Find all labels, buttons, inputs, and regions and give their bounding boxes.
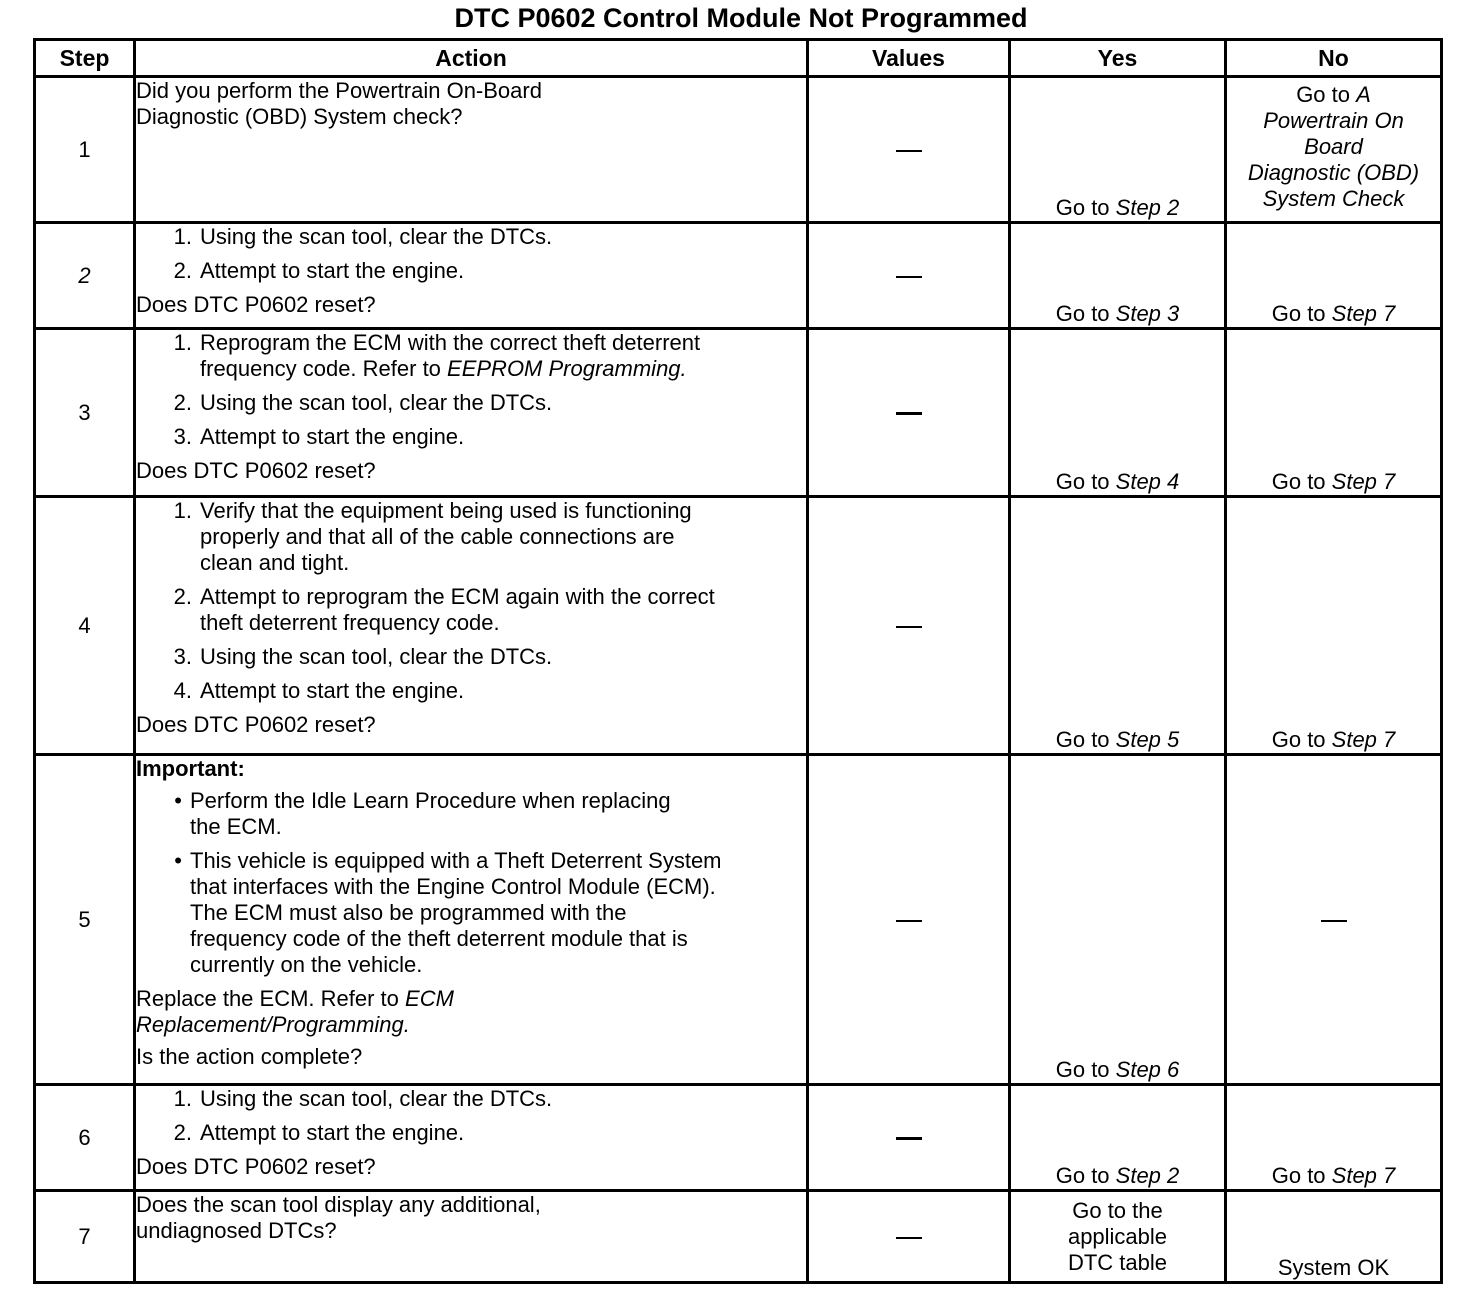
yes-cell bbox=[1010, 77, 1226, 223]
no-prefix: Go to bbox=[1271, 1163, 1332, 1188]
list-item: 3. Using the scan tool, clear the DTCs. bbox=[173, 644, 553, 669]
yes-cell bbox=[1010, 1191, 1226, 1283]
no-cell bbox=[1226, 329, 1442, 497]
no-prefix: Go to bbox=[1271, 727, 1332, 752]
no-cell bbox=[1226, 1191, 1442, 1283]
yes-cell bbox=[1010, 1085, 1226, 1191]
yes-link[interactable]: Step 4 bbox=[1115, 469, 1180, 494]
list-item: • Perform the Idle Learn Procedure when replacing the ECM. bbox=[174, 788, 671, 839]
yes-prefix: Go to bbox=[1055, 195, 1116, 220]
yes-cell bbox=[1010, 329, 1226, 497]
list-item: 2. Attempt to start the engine. bbox=[173, 258, 465, 283]
no-link[interactable]: Powertrain On bbox=[1263, 108, 1404, 133]
list-item: 1. Reprogram the ECM with the correct theft deterrent frequency code. Refer to EEPROM Programming. bbox=[173, 330, 701, 381]
column-header-step: Step bbox=[35, 40, 135, 77]
step-number: 3 bbox=[35, 329, 135, 497]
dash-mark bbox=[896, 276, 922, 278]
dash-mark bbox=[896, 1237, 922, 1239]
table-row-step-6 bbox=[35, 1085, 1442, 1191]
list-item: • This vehicle is equipped with a Theft Deterrent System that interfaces with the Engine Control Module (ECM). The ECM must also be programmed with the frequency code of the theft deterrent module that is currently on the vehicle. bbox=[174, 848, 722, 977]
values-cell bbox=[808, 755, 1010, 1085]
yes-prefix: Go to bbox=[1055, 1057, 1116, 1082]
no-link[interactable]: Step 7 bbox=[1331, 469, 1396, 494]
list-item: 1. Using the scan tool, clear the DTCs. bbox=[173, 1086, 553, 1111]
column-header-yes: Yes bbox=[1010, 40, 1226, 77]
action-text: Did you perform the Powertrain On-Board bbox=[136, 78, 542, 103]
action-steps-list bbox=[136, 330, 806, 450]
list-item: 2. Attempt to start the engine. bbox=[173, 1120, 465, 1145]
table-row-step-4 bbox=[35, 497, 1442, 755]
yes-prefix: Go to bbox=[1055, 1163, 1116, 1188]
yes-link[interactable]: Step 2 bbox=[1115, 1163, 1180, 1188]
yes-link[interactable]: Step 5 bbox=[1115, 727, 1180, 752]
table-row-step-2 bbox=[35, 223, 1442, 329]
no-result: System OK bbox=[1277, 1255, 1390, 1280]
action-cell bbox=[135, 1085, 808, 1191]
table-row-step-3 bbox=[35, 329, 1442, 497]
yes-cell bbox=[1010, 223, 1226, 329]
yes-link[interactable]: applicable bbox=[1067, 1224, 1168, 1249]
action-cell bbox=[135, 1191, 808, 1283]
yes-cell bbox=[1010, 497, 1226, 755]
page-title: DTC P0602 Control Module Not Programmed bbox=[454, 3, 1028, 33]
values-cell bbox=[808, 1191, 1010, 1283]
action-cell bbox=[135, 77, 808, 223]
step-number: 4 bbox=[35, 497, 135, 755]
column-header-action: Action bbox=[135, 40, 808, 77]
action-steps-list bbox=[136, 498, 806, 704]
dash-mark bbox=[1321, 920, 1347, 922]
no-link[interactable]: A bbox=[1356, 82, 1371, 107]
list-item: 2. Attempt to reprogram the ECM again with the correct theft deterrent frequency code. bbox=[173, 584, 715, 635]
yes-cell bbox=[1010, 755, 1226, 1085]
yes-link[interactable]: Step 2 bbox=[1115, 195, 1180, 220]
yes-prefix: Go to bbox=[1055, 469, 1116, 494]
no-cell bbox=[1226, 755, 1442, 1085]
list-item: 4. Attempt to start the engine. bbox=[173, 678, 465, 703]
yes-link[interactable]: Step 6 bbox=[1115, 1057, 1180, 1082]
yes-link[interactable]: Step 3 bbox=[1115, 301, 1180, 326]
yes-prefix: Go to bbox=[1055, 727, 1116, 752]
values-cell bbox=[808, 223, 1010, 329]
no-cell bbox=[1226, 223, 1442, 329]
step-number: 6 bbox=[35, 1085, 135, 1191]
action-steps-list bbox=[136, 1086, 806, 1146]
action-text: undiagnosed DTCs? bbox=[136, 1218, 337, 1243]
action-question: Is the action complete? bbox=[136, 1044, 363, 1069]
action-question: Does DTC P0602 reset? bbox=[136, 1154, 376, 1179]
yes-link[interactable]: DTC table bbox=[1067, 1250, 1168, 1275]
no-link[interactable]: Diagnostic (OBD) bbox=[1247, 160, 1420, 185]
no-link[interactable]: System Check bbox=[1262, 186, 1405, 211]
no-cell bbox=[1226, 77, 1442, 223]
list-item: 1. Using the scan tool, clear the DTCs. bbox=[173, 224, 553, 249]
no-link[interactable]: Board bbox=[1304, 134, 1363, 159]
column-header-values: Values bbox=[808, 40, 1010, 77]
important-notes-list bbox=[136, 788, 806, 978]
table-header-row bbox=[35, 40, 1442, 77]
list-item: 1. Verify that the equipment being used is functioning properly and that all of the cable connections are clean and tight. bbox=[173, 498, 692, 575]
no-cell bbox=[1226, 497, 1442, 755]
step-number: 7 bbox=[35, 1191, 135, 1283]
action-text: Does the scan tool display any additional, bbox=[136, 1192, 541, 1217]
values-cell bbox=[808, 1085, 1010, 1191]
table-row-step-1 bbox=[35, 77, 1442, 223]
action-cell bbox=[135, 755, 808, 1085]
dash-mark bbox=[896, 920, 922, 922]
step-number: 5 bbox=[35, 755, 135, 1085]
table-row-step-7 bbox=[35, 1191, 1442, 1283]
no-prefix: Go to bbox=[1271, 469, 1332, 494]
no-prefix: Go to bbox=[1271, 301, 1332, 326]
no-prefix: Go to bbox=[1296, 82, 1357, 107]
yes-link[interactable]: Go to the bbox=[1072, 1198, 1163, 1223]
diagnostic-table bbox=[33, 38, 1443, 1284]
action-question: Does DTC P0602 reset? bbox=[136, 458, 376, 483]
no-cell bbox=[1226, 1085, 1442, 1191]
reference-link[interactable]: ECM bbox=[405, 986, 454, 1011]
dash-mark bbox=[896, 412, 922, 415]
no-link[interactable]: Step 7 bbox=[1331, 301, 1396, 326]
dash-mark bbox=[896, 150, 922, 152]
table-row-step-5 bbox=[35, 755, 1442, 1085]
action-steps-list bbox=[136, 224, 806, 284]
values-cell bbox=[808, 497, 1010, 755]
no-link[interactable]: Step 7 bbox=[1331, 1163, 1396, 1188]
reference-link[interactable]: Replacement/Programming. bbox=[136, 1012, 410, 1037]
action-cell bbox=[135, 329, 808, 497]
important-heading: Important: bbox=[136, 756, 245, 781]
dash-mark bbox=[896, 1137, 922, 1140]
reference-link[interactable]: EEPROM Programming. bbox=[447, 356, 687, 381]
yes-prefix: Go to bbox=[1055, 301, 1116, 326]
dash-mark bbox=[896, 626, 922, 628]
no-link[interactable]: Step 7 bbox=[1331, 727, 1396, 752]
step-number: 1 bbox=[35, 77, 135, 223]
action-question: Does DTC P0602 reset? bbox=[136, 712, 376, 737]
values-cell bbox=[808, 329, 1010, 497]
column-header-no: No bbox=[1226, 40, 1442, 77]
action-text: Diagnostic (OBD) System check? bbox=[136, 104, 463, 129]
action-cell bbox=[135, 497, 808, 755]
action-question: Does DTC P0602 reset? bbox=[136, 292, 376, 317]
list-item: 3. Attempt to start the engine. bbox=[173, 424, 465, 449]
step-number: 2 bbox=[35, 223, 135, 329]
values-cell bbox=[808, 77, 1010, 223]
action-cell bbox=[135, 223, 808, 329]
replace-instruction: Replace the ECM. Refer to ECM Replacement/Programming. bbox=[136, 986, 454, 1037]
list-item: 2. Using the scan tool, clear the DTCs. bbox=[173, 390, 553, 415]
